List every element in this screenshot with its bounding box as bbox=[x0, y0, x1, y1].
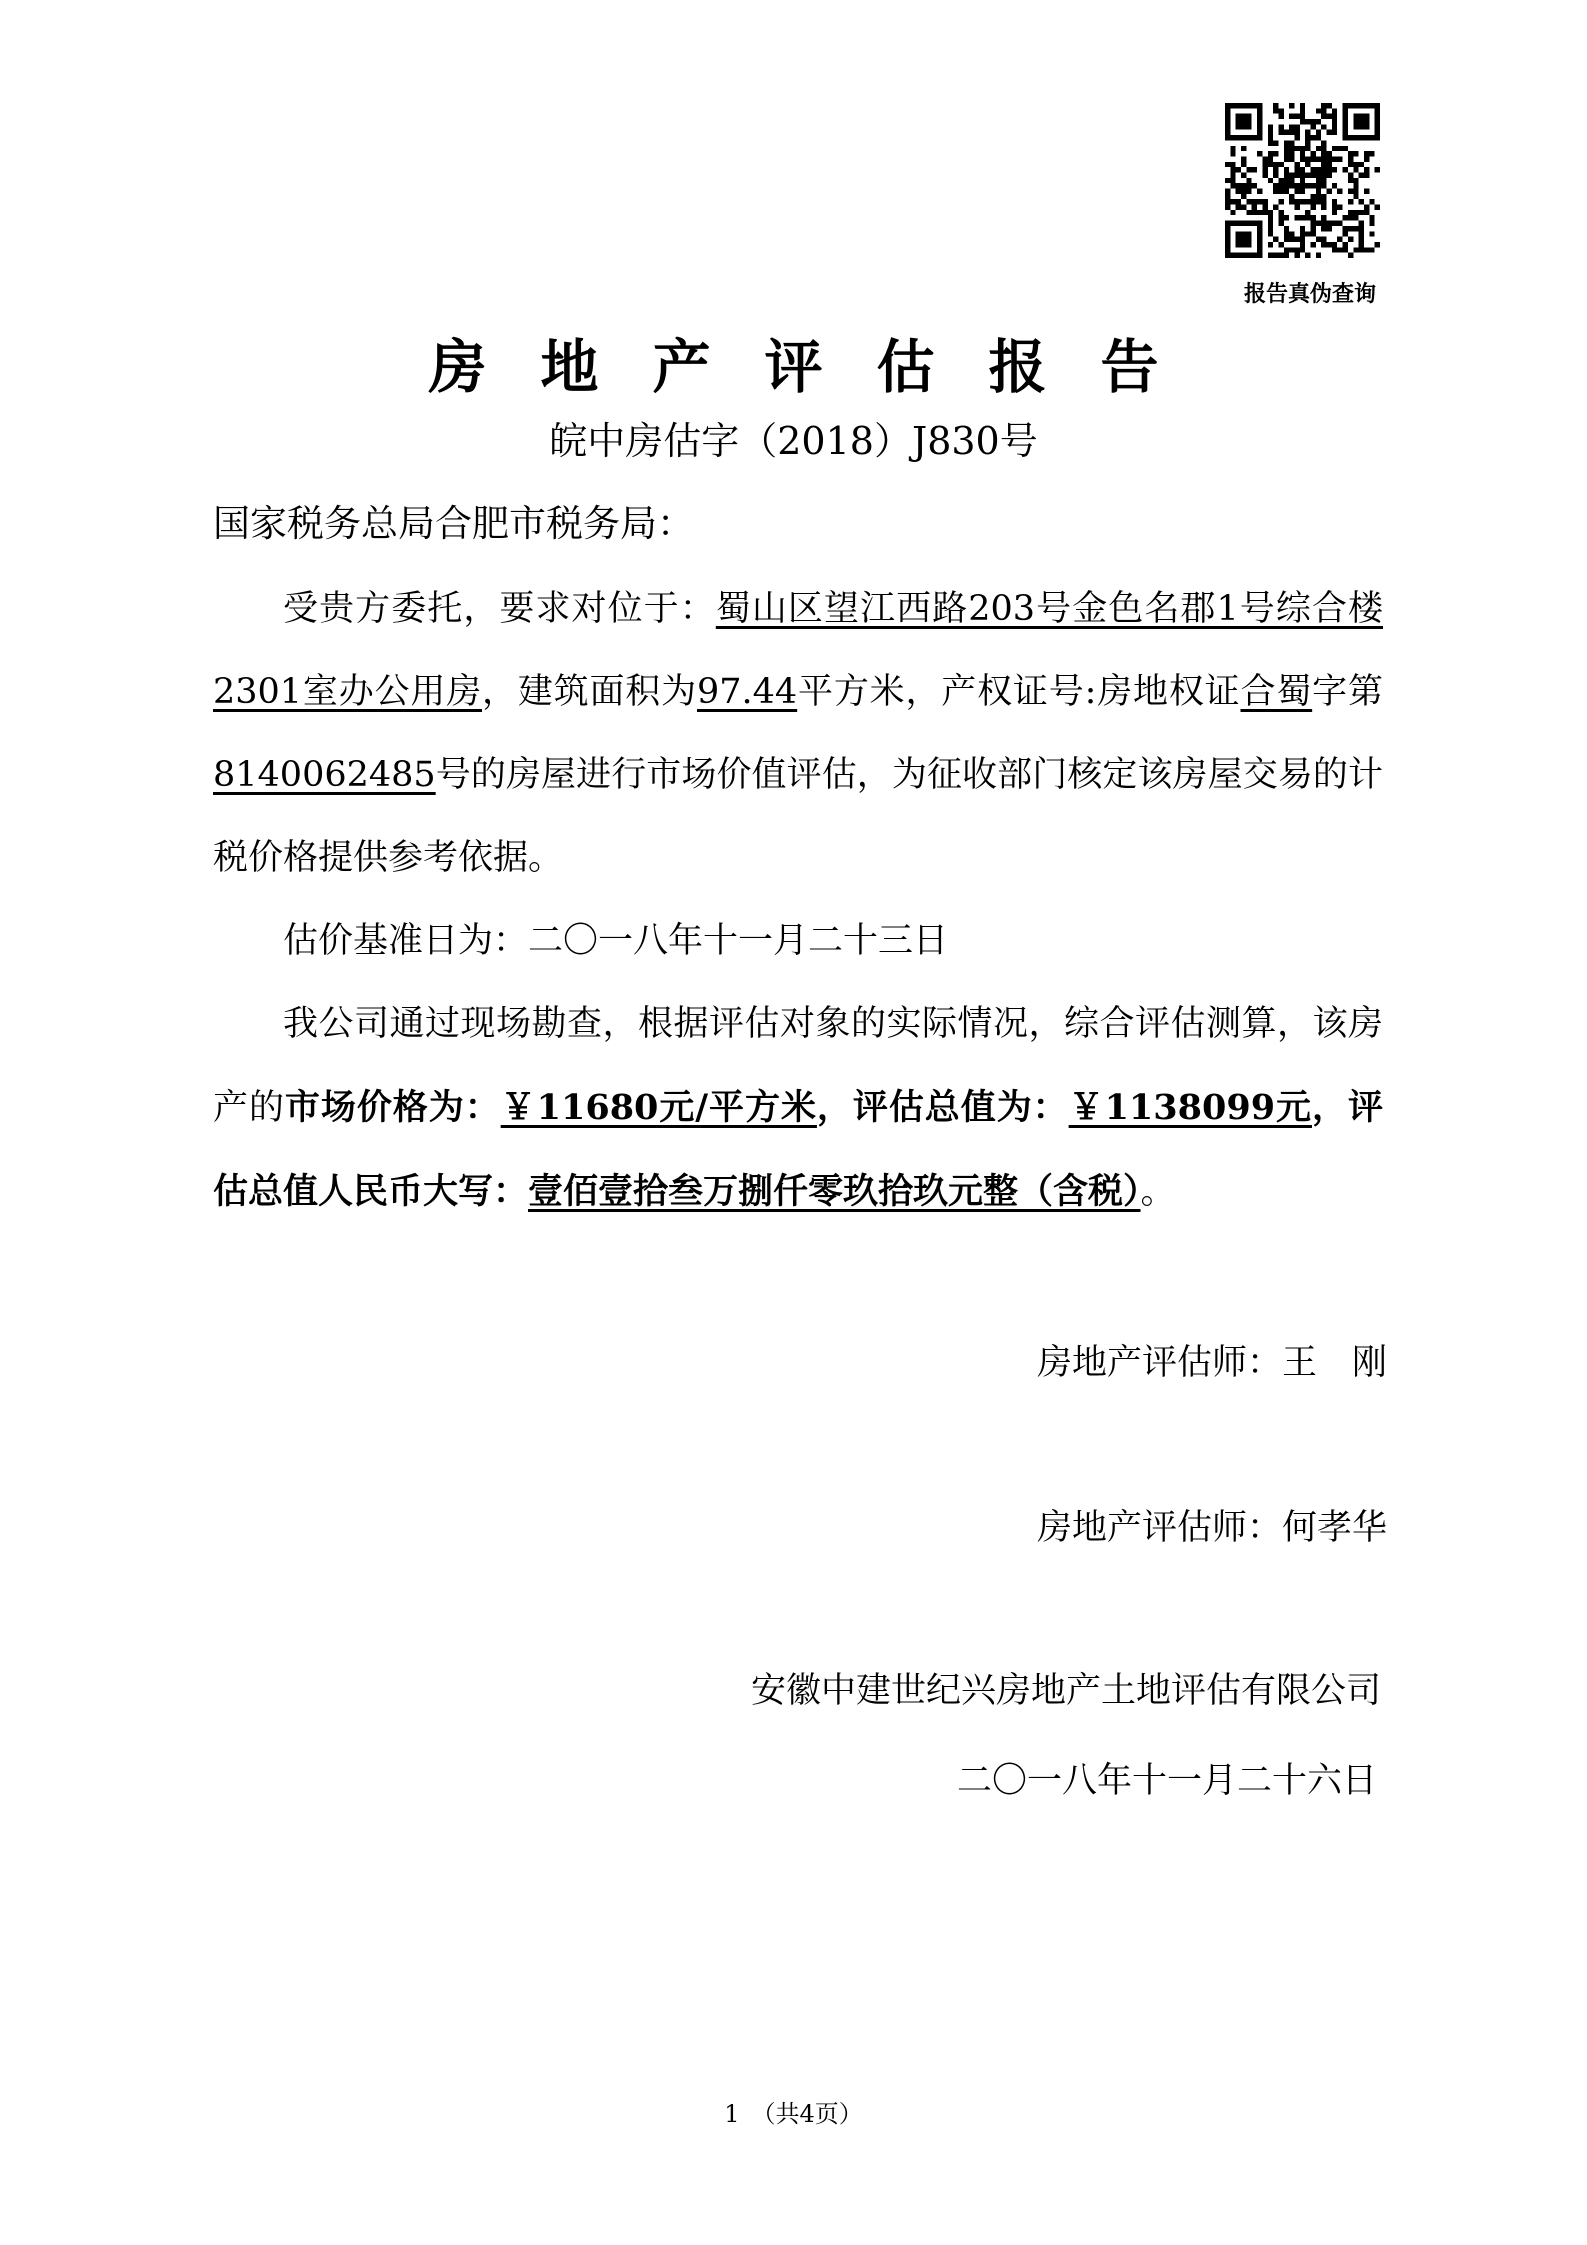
valuation-result-paragraph bbox=[213, 983, 1383, 1234]
qr-code-icon bbox=[1225, 103, 1380, 258]
capital-amount: 壹佰壹拾叁万捌仟零玖拾玖元整（含税） bbox=[528, 1171, 1141, 1212]
certificate-prefix: 合蜀 bbox=[1240, 672, 1313, 712]
valuation-date-paragraph: 估价基准日为：二〇一八年十一月二十三日 bbox=[283, 921, 949, 961]
company-name: 安徽中建世纪兴房地产土地评估有限公司 bbox=[750, 1671, 1381, 1711]
para1-prefix: 受贵方委托，要求对位于： bbox=[283, 589, 716, 629]
qr-caption: 报告真伪查询 bbox=[1243, 281, 1376, 307]
unit-price: ￥11680元/平方米 bbox=[500, 1087, 817, 1128]
total-value: ￥1138099元 bbox=[1068, 1087, 1312, 1128]
property-address: 蜀山区望江西路203号金色名郡1号综合楼2301室办公用房 bbox=[213, 589, 1383, 712]
document-title: 房地产评估报告 bbox=[428, 333, 1213, 401]
total-value-label: ，评估总值为： bbox=[816, 1087, 1069, 1128]
page-footer: 1 （共4页） bbox=[724, 2100, 863, 2128]
appraiser-line bbox=[1037, 1500, 1387, 1550]
appraiser-name: 王 刚 bbox=[1281, 1343, 1387, 1383]
para1-mid1: ，建筑面积为 bbox=[482, 672, 697, 712]
qr-code bbox=[1225, 103, 1380, 258]
commission-paragraph bbox=[213, 568, 1383, 900]
para1-suffix: 号的房屋进行市场价值评估，为征收部门核定该房屋交易的计税价格提供参考依据。 bbox=[213, 755, 1383, 878]
para1-mid3: 字第 bbox=[1312, 672, 1383, 712]
certificate-number: 8140062485 bbox=[213, 755, 436, 795]
appraiser-name: 何孝华 bbox=[1281, 1508, 1387, 1548]
para3-separator: ， bbox=[1311, 1087, 1348, 1128]
appraiser-label: 房地产评估师： bbox=[1036, 1508, 1282, 1548]
para3-prefix: 我公司通过现场勘查，根据评估对象的实际情况，综合评估测算，该房产的 bbox=[213, 1004, 1383, 1128]
appraiser-label: 房地产评估师： bbox=[1036, 1343, 1282, 1383]
report-date: 二〇一八年十一月二十六日 bbox=[956, 1761, 1377, 1801]
para1-mid2: 平方米，产权证号:房地权证 bbox=[797, 672, 1241, 712]
appraiser-line bbox=[1037, 1335, 1387, 1385]
building-area: 97.44 bbox=[696, 672, 798, 712]
document-number: 皖中房估字（2018）J830号 bbox=[549, 419, 1038, 463]
market-price-label: 市场价格为： bbox=[284, 1087, 501, 1128]
addressee: 国家税务总局合肥市税务局： bbox=[213, 502, 694, 545]
capital-amount-label: 评估总值人民币大写： bbox=[213, 1087, 1383, 1212]
para3-end: 。 bbox=[1140, 1172, 1176, 1212]
